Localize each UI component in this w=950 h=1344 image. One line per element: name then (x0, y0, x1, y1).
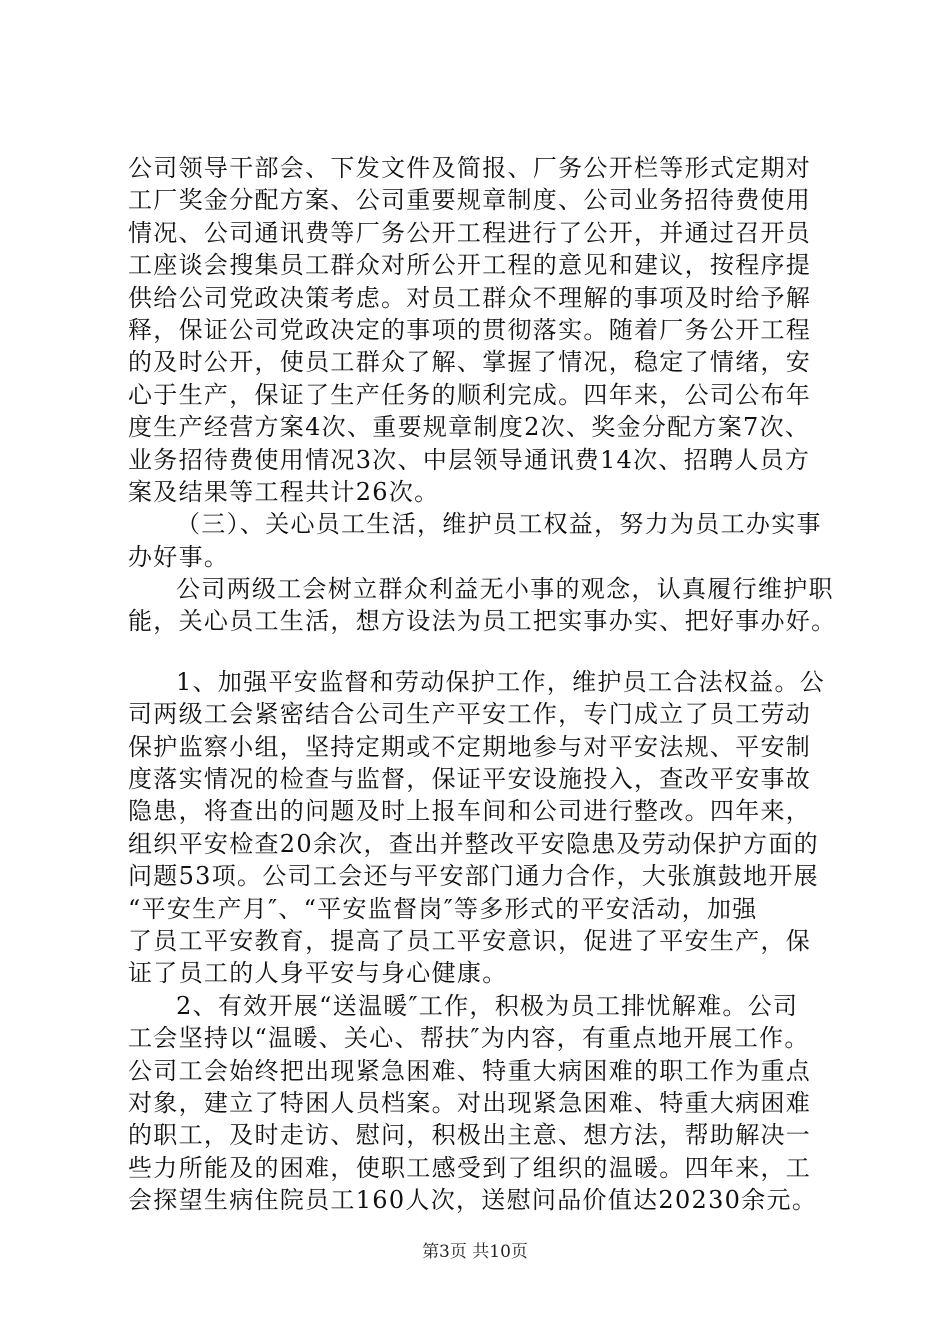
text-line: “平安生产月″、“平安监督岗″等多形式的平安活动，加强 (128, 894, 758, 923)
text-line: 度生产经营方案4次、重要规章制度2次、奖金分配方案7次、 (128, 413, 811, 442)
section-heading-line: 办好事。 (128, 542, 230, 571)
document-body (128, 152, 868, 1217)
section-heading-line: （三）、关心员工生活，维护员工权益，努力为员工办实事 (176, 510, 822, 539)
text-line: 问题53项。公司工会还与平安部门通力合作，大张旗鼓地开展 (128, 862, 819, 891)
text-line: 的及时公开，使员工群众了解、掌握了情况，稳定了情绪，安 (128, 348, 812, 377)
text-line: 了员工平安教育，提高了员工平安意识，促进了平安生产，保 (128, 926, 812, 955)
text-line: 会探望生病住院员工160人次，送慰问品价值达20230余元。 (128, 1186, 818, 1215)
text-line: 公司两级工会树立群众利益无小事的观念，认真履行维护职 (176, 575, 834, 604)
text-line: 释，保证公司党政决定的事项的贯彻落实。随着厂务公开工程 (128, 315, 812, 344)
text-line: 工座谈会搜集员工群众对所公开工程的意见和建议，按程序提 (128, 251, 812, 280)
text-line: 工厂奖金分配方案、公司重要规章制度、公司业务招待费使用 (128, 186, 812, 215)
text-line: 司两级工会紧密结合公司生产平安工作，专门成立了员工劳动 (128, 700, 812, 729)
text-line: 1、加强平安监督和劳动保护工作，维护员工合法权益。公 (176, 667, 826, 696)
text-line: 情况、公司通讯费等厂务公开工程进行了公开，并通过召开员 (128, 218, 812, 247)
text-line: 案及结果等工程共计26次。 (128, 477, 440, 506)
text-line: 供给公司党政决策考虑。对员工群众不理解的事项及时给予解 (128, 283, 812, 312)
text-line: 公司工会始终把出现紧急困难、特重大病困难的职工作为重点 (128, 1056, 812, 1085)
text-line: 心于生产，保证了生产任务的顺利完成。四年来，公司公布年 (128, 380, 812, 409)
text-line: 隐患，将查出的问题及时上报车间和公司进行整改。四年来， (128, 797, 812, 826)
text-line: 度落实情况的检查与监督，保证平安设施投入，查改平安事故 (128, 765, 812, 794)
text-line: 能，关心员工生活，想方设法为员工把实事办实、把好事办好。 (128, 607, 837, 636)
text-line: 对象，建立了特困人员档案。对出现紧急困难、特重大病困难 (128, 1088, 812, 1117)
text-line: 2、有效开展“送温暖″工作，积极为员工排忧解难。公司 (176, 991, 799, 1020)
text-line: 组织平安检查20余次，查出并整改平安隐患及劳动保护方面的 (128, 829, 819, 858)
page-footer: 第3页 共10页 (422, 1242, 528, 1262)
text-line: 工会坚持以“温暖、关心、帮扶″为内容，有重点地开展工作。 (128, 1024, 810, 1053)
text-line: 证了员工的人身平安与身心健康。 (128, 959, 508, 988)
text-line: 保护监察小组，坚持定期或不定期地参与对平安法规、平安制 (128, 732, 812, 761)
text-line: 业务招待费使用情况3次、中层领导通讯费14次、招聘人员方 (128, 445, 811, 474)
text-line: 公司领导干部会、下发文件及简报、厂务公开栏等形式定期对 (128, 154, 812, 182)
text-line: 的职工，及时走访、慰问，积极出主意、想方法，帮助解决一 (128, 1121, 812, 1150)
paragraph-gap (128, 638, 868, 666)
text-line: 些力所能及的困难，使职工感受到了组织的温暖。四年来，工 (128, 1153, 812, 1182)
